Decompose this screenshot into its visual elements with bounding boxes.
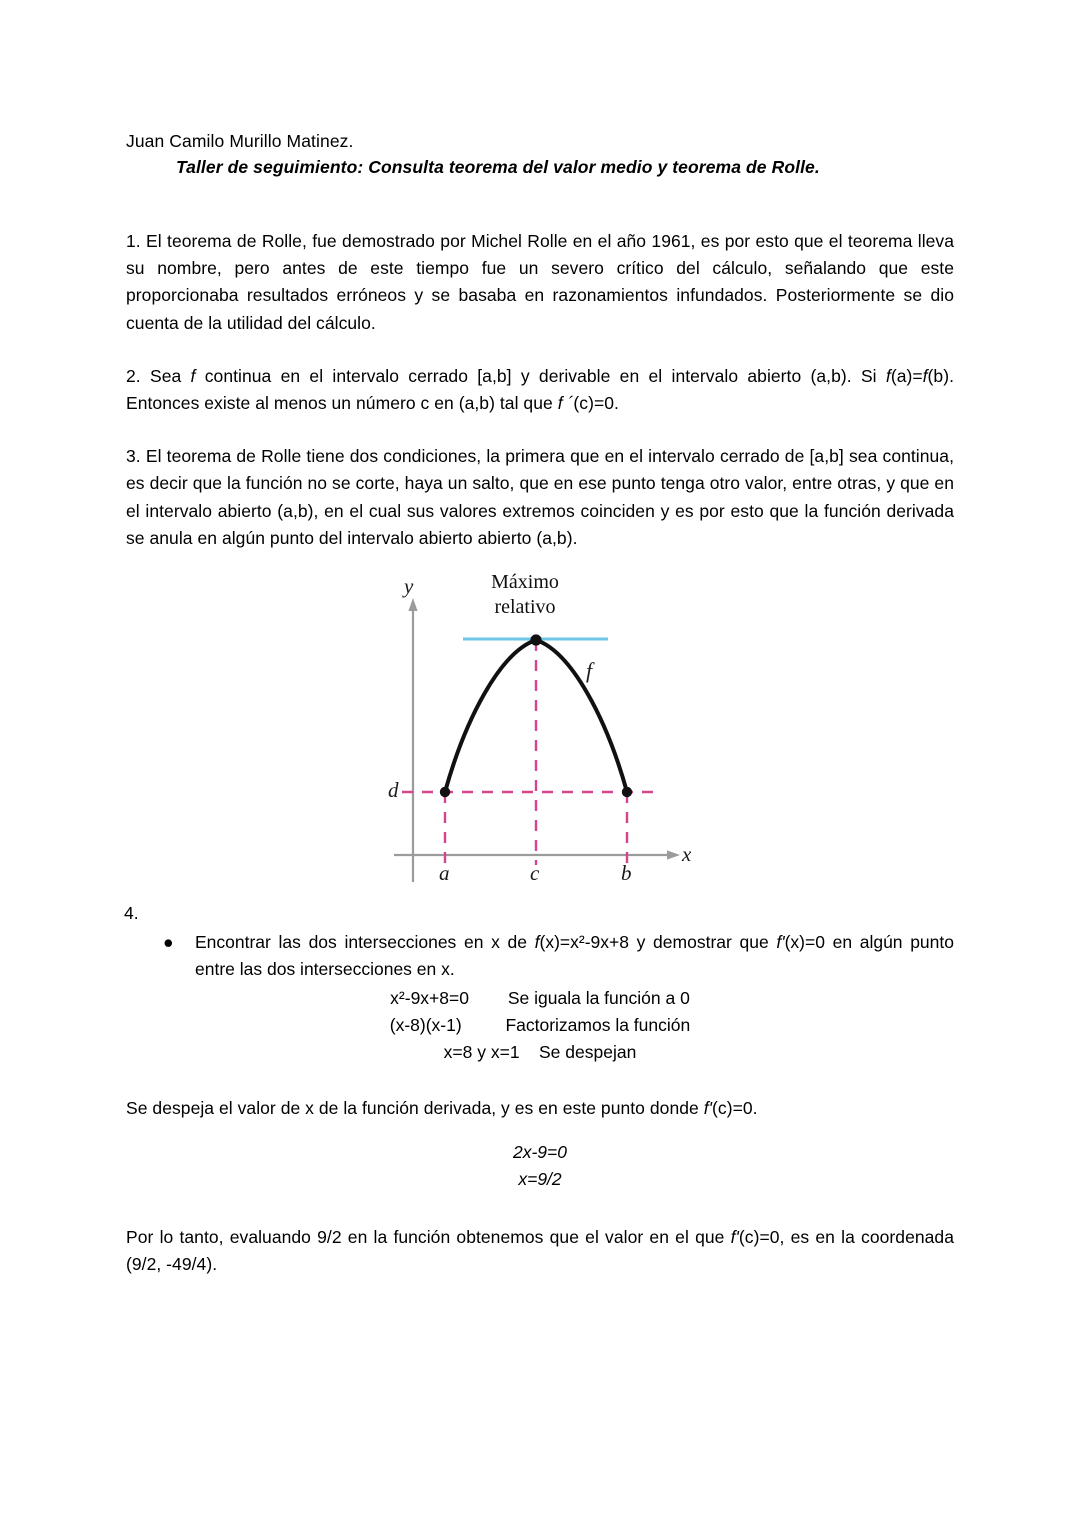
- p2-seg2: continua en el intervalo cerrado [a,b] y derivable en el intervalo abierto (a,b). Si: [195, 365, 886, 386]
- document-content: [126, 128, 954, 1296]
- p4-seg2: (c)=0.: [712, 1097, 758, 1118]
- paragraph-5: [126, 1224, 954, 1278]
- paragraph-3: 3. El teorema de Rolle tiene dos condiciones, la primera que en el intervalo cerrado de [a,b] sea continua, es decir que la función no se corte, haya un salto, que en ese punto tenga otro valor, entre otras, y que en el intervalo abierto (a,b), en el cual sus valores extremos coinciden y es por esto que la función derivada se anula en algún punto del intervalo abierto abierto (a,b).: [126, 446, 954, 548]
- bullet-f2: f': [776, 931, 785, 952]
- callout-line-1: Máximo: [491, 570, 559, 593]
- p5-seg1: Por lo tanto, evaluando 9/2 en la función obtenemos que el valor en el que: [126, 1226, 731, 1247]
- bullet-item-text: [195, 929, 954, 983]
- bullet-item: [163, 929, 954, 983]
- axis-label-x: x: [682, 841, 692, 866]
- point-c-maximum: [530, 634, 541, 645]
- p2-f3: f: [922, 365, 928, 386]
- equation-line: x=9/2: [518, 1169, 562, 1190]
- equation-line: 2x-9=0: [513, 1142, 567, 1163]
- equation-line: (x-8)(x-1) Factorizamos la función: [389, 1015, 691, 1036]
- axis-label-y: y: [404, 573, 414, 598]
- p2-seg3: (a)=: [890, 365, 923, 386]
- figure-canvas: [380, 570, 700, 890]
- bullet-marker-icon: ●: [163, 931, 174, 952]
- author-name: Juan Camilo Murillo Matinez.: [126, 131, 354, 151]
- equation-block-1: [126, 985, 954, 1067]
- p4-seg1: Se despeja el valor de x de la función derivada, y es en este punto donde: [126, 1097, 704, 1118]
- curve-label-f: f: [586, 657, 593, 683]
- axis-label-b: b: [621, 860, 632, 885]
- equation-line: x=8 y x=1 Se despejan: [443, 1042, 637, 1063]
- equation-line: x²-9x+8=0 Se iguala la función a 0: [390, 987, 690, 1008]
- page-title: Taller de seguimiento: Consulta teorema del valor medio y teorema de Rolle.: [176, 157, 820, 177]
- paragraph-4: [126, 1095, 954, 1122]
- p5-f1: f': [730, 1226, 739, 1247]
- p2-seg1: 2. Sea: [126, 365, 191, 386]
- figure-callout-maximo-relativo: [435, 570, 615, 620]
- y-axis-arrowhead: [408, 598, 417, 611]
- p2-seg5: (c)=0.: [573, 393, 619, 414]
- axis-label-c: c: [530, 860, 540, 885]
- p5-seg2: (c)=0, es en la coordenada (9/2, -49/4).: [126, 1226, 954, 1274]
- point-a: [440, 786, 450, 796]
- p2-f2: f: [885, 365, 891, 386]
- p2-seg4: (b). Entonces existe al menos un número c en (a,b) tal que: [126, 365, 954, 414]
- item-4-number: 4.: [124, 902, 139, 923]
- axis-label-d: d: [388, 777, 399, 802]
- bullet-seg2: (x)=x²-9x+8 y demostrar que: [539, 931, 777, 952]
- callout-line-2: relativo: [494, 595, 556, 618]
- paragraph-2: [126, 363, 954, 417]
- point-b: [622, 786, 632, 796]
- bullet-f1: f: [534, 931, 540, 952]
- p2-f1: f: [190, 365, 196, 386]
- bullet-seg3: (x)=0 en algún punto entre las dos intersecciones en x.: [195, 931, 954, 979]
- p4-f1: f': [703, 1097, 713, 1118]
- axis-label-a: a: [439, 860, 450, 885]
- p2-f4: f ´: [557, 393, 574, 414]
- paragraph-1: 1. El teorema de Rolle, fue demostrado por Michel Rolle en el año 1961, es por esto que el teorema lleva su nombre, pero antes de este tiempo fue un severo crítico del cálculo, señalando que este proporcionaba resultados erróneos y se basaba en razonamientos infundados. Posteriormente se dio cuenta de la utilidad del cálculo.: [126, 231, 954, 333]
- equation-block-2: [126, 1139, 954, 1193]
- rolle-theorem-figure: [126, 570, 954, 890]
- x-axis-arrowhead: [667, 850, 680, 859]
- bullet-seg1: Encontrar las dos intersecciones en x de: [195, 931, 535, 952]
